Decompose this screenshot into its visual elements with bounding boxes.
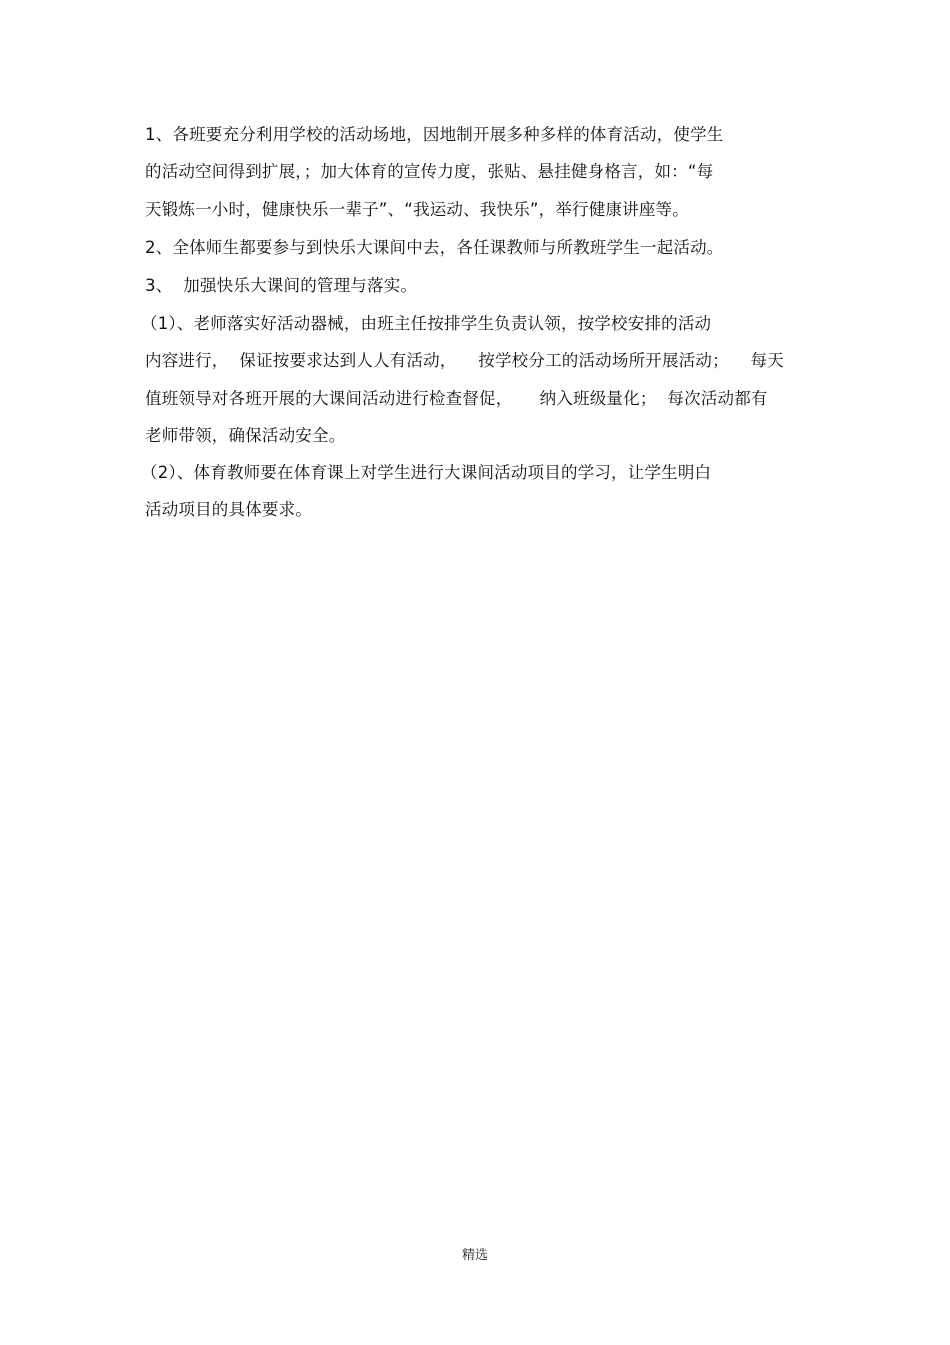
- sub-item-1-line-4: 老师带领，确保活动安全。: [145, 426, 346, 445]
- sub-item-2-line-2: 活动项目的具体要求。: [145, 500, 312, 519]
- paragraph-2-line-1: 2、全体师生都要参与到快乐大课间中去，各任课教师与所教班学生一起活动。: [145, 238, 724, 257]
- sub-item-1-line-2: 内容进行， 保证按要求达到人人有活动， 按学校分工的活动场所开展活动； 每天: [145, 351, 784, 370]
- sub-item-1-line-3: 值班领导对各班开展的大课间活动进行检查督促， 纳入班级量化； 每次活动都有: [145, 389, 768, 408]
- sub-item-2-line-1: （2）、体育教师要在体育课上对学生进行大课间活动项目的学习，让学生明白: [141, 463, 712, 482]
- paragraph-1-line-2: 的活动空间得到扩展，；加大体育的宣传力度，张贴、悬挂健身格言，如：“每: [145, 162, 714, 181]
- paragraph-3-heading: 3、 加强快乐大课间的管理与落实。: [145, 276, 418, 295]
- sub-item-1-line-1: （1）、老师落实好活动器械，由班主任按排学生负责认领，按学校安排的活动: [141, 314, 712, 333]
- page-footer: 精选: [461, 1248, 488, 1263]
- paragraph-1-line-3: 天锻炼一小时，健康快乐一辈子”、“我运动、我快乐”，举行健康讲座等。: [145, 200, 689, 219]
- paragraph-1-line-1: 1、各班要充分利用学校的活动场地，因地制开展多种多样的体育活动，使学生: [145, 125, 724, 144]
